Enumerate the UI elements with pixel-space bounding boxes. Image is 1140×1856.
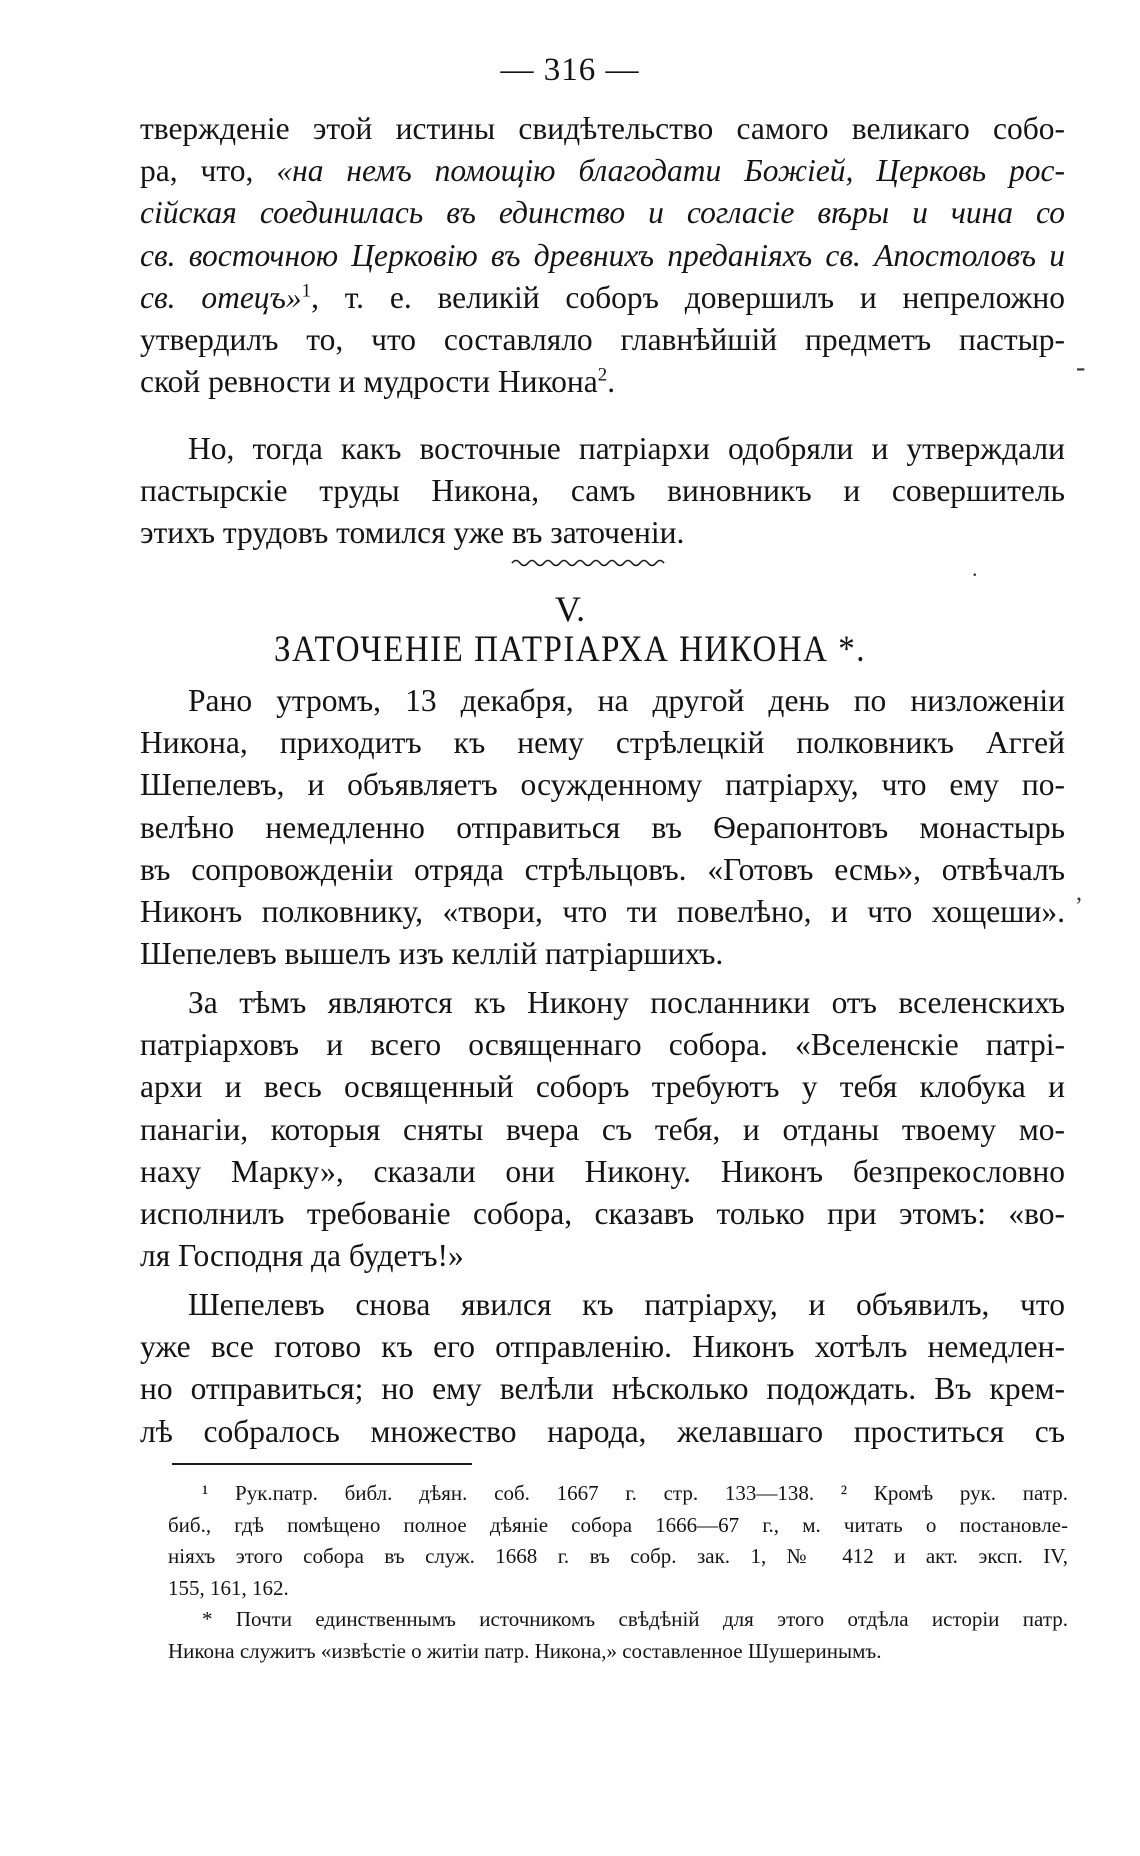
text-line: ля Господня да будетъ!»	[140, 1238, 464, 1274]
wavy-divider-ornament	[510, 556, 670, 570]
footnote-ref: 1	[301, 280, 312, 302]
footnote-line: Никона служитъ «извѣстіе о житіи патр. Никона,» составленное Шушеринымъ.	[168, 1638, 882, 1663]
paragraph	[140, 428, 1065, 555]
text-line: утвердилъ то, что составляло главнѣйшій предметъ пастыр-	[140, 322, 1065, 358]
text-line: Рано утромъ, 13 декабря, на другой день по низложеніи	[188, 683, 1065, 718]
section-title: ЗАТОЧЕНІЕ ПАТРІАРХА НИКОНА *.	[274, 629, 866, 671]
quote-italic: св. отецъ»	[140, 279, 302, 315]
paragraph-continuation	[140, 108, 1065, 403]
text-line	[140, 150, 1065, 192]
section-numeral: V.	[554, 589, 586, 629]
paragraph	[140, 680, 1065, 975]
footnote-line: биб., гдѣ помѣщено полное дѣяніе собора 1666—67 г., м. читать о постановле-	[168, 1512, 1068, 1537]
text-line: Никона, приходитъ къ нему стрѣлецкій полковникъ Аггей	[140, 725, 1065, 761]
footnote-line: 155, 161, 162.	[168, 1575, 289, 1600]
paragraph	[140, 982, 1065, 1277]
text-line: За тѣмъ являются къ Никону посланники отъ вселенскихъ	[188, 985, 1065, 1020]
text-line: пастырскіе труды Никона, самъ виновникъ и совершитель	[140, 473, 1065, 509]
footnote-line: ніяхъ этого собора въ служ. 1668 г. въ собр. зак. 1, № 412 и акт. эксп. IV,	[168, 1544, 1068, 1568]
text-line: этихъ трудовъ томился уже въ заточеніи.	[140, 515, 685, 551]
text-line	[140, 361, 1065, 403]
text-line: панагіи, которыя сняты вчера съ тебя, и отданы твоему мо-	[140, 1111, 1065, 1147]
text-span: ра, что,	[140, 153, 277, 189]
footnote-line: * Почти единственнымъ источникомъ свѣдѣній для этого отдѣла исторіи патр.	[202, 1607, 1068, 1631]
text-line: Никонъ полковнику, «твори, что ти повелѣно, и что хощеши».	[140, 894, 1065, 930]
text-line: Шепелевъ снова явился къ патріарху, и объявилъ, что	[188, 1287, 1065, 1322]
text-line: лѣ собралось множество народа, желавшаго проститься съ	[140, 1413, 1065, 1449]
text-line: исполнилъ требованіе собора, сказавъ только при этомъ: «во-	[140, 1196, 1065, 1232]
text-line: архи и весь освященный соборъ требуютъ у тебя клобука и	[140, 1069, 1065, 1105]
quote-italic: «на немъ помощію благодати Божіей, Церковь рос-	[276, 153, 1065, 189]
footnote-line: ¹ Рук.патр. библ. дѣян. соб. 1667 г. стр. 133—138. ² Кромѣ рук. патр.	[202, 1481, 1068, 1505]
text-line: Но, тогда какъ восточные патріархи одобряли и утверждали	[188, 431, 1065, 466]
footnote-ref: 2	[597, 364, 608, 386]
footnotes	[168, 1478, 1068, 1667]
text-line: но отправиться; но ему велѣли нѣсколько подождать. Въ крем-	[140, 1371, 1065, 1407]
margin-tick-mark: ,	[1076, 880, 1082, 906]
text-span: , т. е. великій соборъ довершилъ и непреложно	[311, 279, 1066, 315]
page-number: — 316 —	[500, 52, 640, 88]
footnote-separator-rule	[172, 1463, 472, 1465]
paragraph	[140, 1284, 1065, 1453]
text-span: .	[607, 364, 616, 400]
stray-dot-mark: .	[972, 556, 978, 581]
text-line: велѣно немедленно отправиться въ Ѳерапонтовъ монастырь	[140, 809, 1065, 845]
text-line: въ сопровожденіи отряда стрѣльцовъ. «Готовъ есмь», отвѣчалъ	[140, 851, 1065, 887]
text-line: твержденіе этой истины свидѣтельство самого великаго собо-	[140, 111, 1065, 146]
text-line: Шепелевъ вышелъ изъ келлій патріаршихъ.	[140, 936, 724, 972]
text-span: ской ревности и мудрости Никона	[140, 364, 598, 400]
margin-dash-mark: -	[1076, 352, 1086, 383]
text-line: св. восточною Церковію въ древнихъ преданіяхъ св. Апостоловъ и	[140, 237, 1065, 273]
text-line: наху Марку», сказали они Никону. Никонъ безпрекословно	[140, 1153, 1065, 1189]
text-line: уже все готово къ его отправленію. Никонъ хотѣлъ немедлен-	[140, 1329, 1065, 1365]
text-line: сійская соединилась въ единство и согласіе вѣры и чина со	[140, 195, 1065, 231]
text-line: Шепелевъ, и объявляетъ осужденному патріарху, что ему по-	[140, 767, 1065, 803]
text-line: патріарховъ и всего освященнаго собора. «Вселенскіе патрі-	[140, 1027, 1065, 1063]
text-line	[140, 277, 1065, 319]
